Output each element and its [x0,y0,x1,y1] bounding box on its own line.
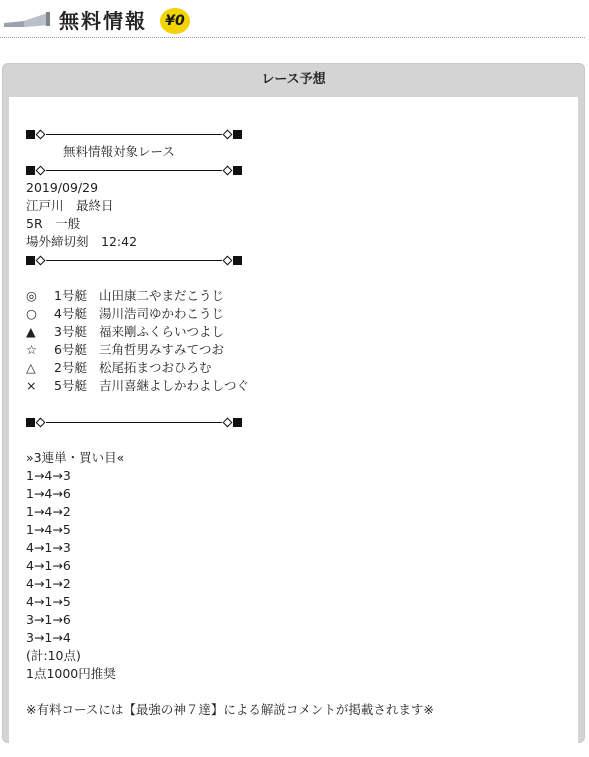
pick-row [26,305,571,323]
bet-combo: 3→1→4 [26,630,71,645]
paid-course-note: ※有料コースには【最強の神７達】による解説コメントが掲載されます※ [26,702,434,717]
bet-combo: 4→1→3 [26,540,71,555]
race-label: 無料情報対象レース [63,144,175,159]
pick-boat: 4号艇 [54,306,87,321]
pick-racer: 吉川喜継よしかわよしつぐ [98,378,249,393]
bet-combo: 1→4→3 [26,468,71,483]
pick-mark: ▲ [26,324,36,339]
bets-total: (計:10点) [26,648,81,663]
panel-body [9,97,578,757]
bets-recommendation: 1点1000円推奨 [26,666,116,681]
bet-combo: 1→4→5 [26,522,71,537]
pick-row [26,341,571,359]
prediction-content [26,125,571,719]
race-prediction-panel [2,63,585,743]
pick-mark: △ [26,360,36,375]
pick-mark: ☆ [26,342,38,357]
pick-boat: 5号艇 [54,378,87,393]
race-deadline: 場外締切刻 12:42 [26,234,138,249]
pick-racer: 福来剛ふくらいつよし [98,324,224,339]
pick-mark: × [26,378,37,393]
pick-mark: ◎ [26,288,37,303]
pick-row [26,359,571,377]
panel-title: レース予想 [261,72,326,87]
megaphone-icon [2,7,52,31]
pick-row [26,377,571,395]
page-header [0,0,589,40]
pick-boat: 6号艇 [54,342,87,357]
pick-racer: 松尾拓まつおひろむ [98,360,212,375]
ornament-divider [26,251,242,269]
pick-row [26,323,571,341]
pick-boat: 2号艇 [54,360,87,375]
pick-racer: 山田康二やまだこうじ [98,288,224,303]
pick-racer: 三角哲男みすみてつお [98,342,224,357]
ornament-divider [26,125,242,143]
race-venue-day: 江戸川 最終日 [26,198,114,213]
ornament-divider [26,161,242,179]
bet-combo: 1→4→6 [26,486,71,501]
pick-row [26,287,571,305]
bet-combo: 4→1→2 [26,576,71,591]
bet-combo: 1→4→2 [26,504,71,519]
race-date: 2019/09/29 [26,180,99,195]
pick-racer: 湯川浩司ゆかわこうじ [98,306,224,321]
bets-heading: »3連単・買い目« [26,450,125,465]
pick-boat: 3号艇 [54,324,87,339]
pick-boat: 1号艇 [54,288,87,303]
free-badge: ¥0 [160,8,190,34]
race-grade: 5R 一般 [26,216,81,231]
ornament-divider [26,413,242,431]
pick-mark: ○ [26,306,37,321]
bet-combo: 4→1→5 [26,594,71,609]
header-divider [0,37,585,38]
bet-combo: 4→1→6 [26,558,71,573]
page-title: 無料情報 [59,9,147,33]
bet-combo: 3→1→6 [26,612,71,627]
